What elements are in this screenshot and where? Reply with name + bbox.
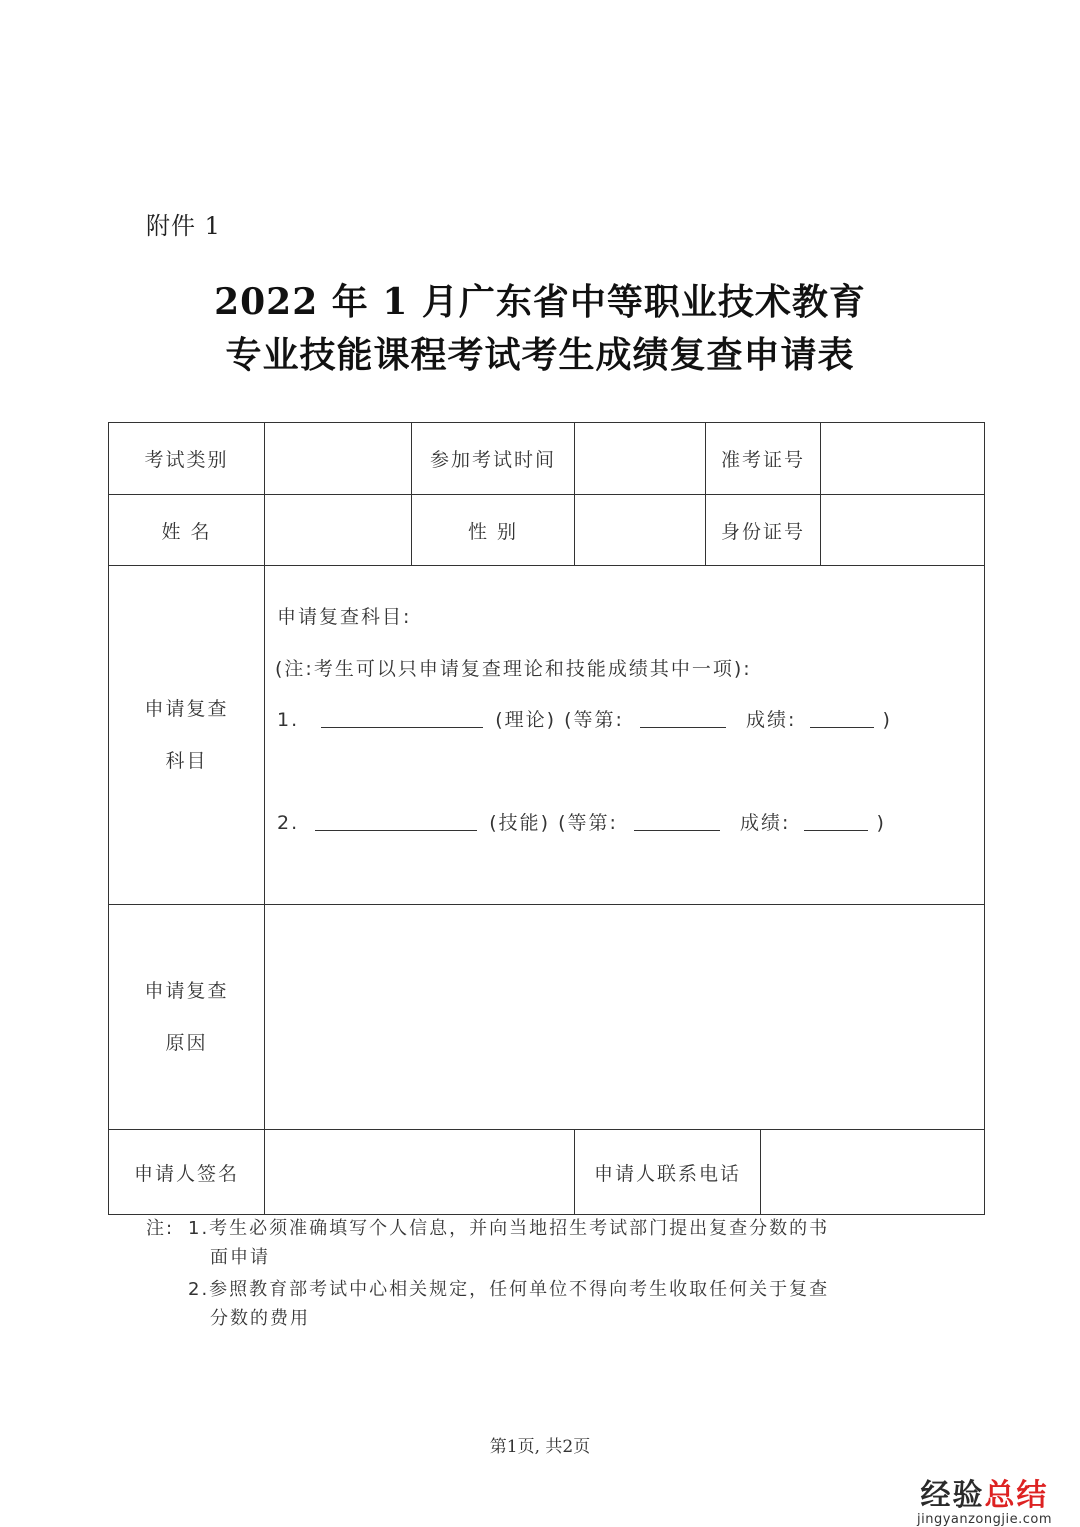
reason-label-line2: 原因 — [165, 1032, 208, 1054]
item2-close: ) — [876, 812, 886, 834]
note-1-line2: 面申请 — [210, 1247, 270, 1268]
name-label: 姓 名 — [109, 495, 265, 566]
theory-subject-blank[interactable] — [321, 707, 483, 728]
item2-number: 2. — [277, 812, 300, 834]
phone-field[interactable] — [761, 1130, 985, 1215]
reason-label — [109, 905, 265, 1130]
page-title-line2: 专业技能课程考试考生成绩复查申请表 — [225, 334, 855, 376]
item2-type: (技能) — [489, 812, 551, 834]
item1-score-label: 成绩: — [746, 709, 797, 731]
reason-label-line1: 申请复查 — [144, 980, 229, 1002]
item1-grade-label: (等第: — [564, 709, 624, 731]
subjects-note: (注:考生可以只申请复查理论和技能成绩其中一项): — [275, 658, 752, 680]
name-field[interactable] — [265, 495, 412, 566]
item2-grade-label: (等第: — [558, 812, 618, 834]
id-number-field[interactable] — [821, 495, 985, 566]
subjects-heading: 申请复查科目: — [277, 606, 412, 628]
subjects-label-line2: 科目 — [165, 750, 208, 772]
watermark-url: jingyanzongjie.com — [916, 1512, 1052, 1527]
phone-label: 申请人联系电话 — [575, 1130, 761, 1215]
signature-field[interactable] — [265, 1130, 575, 1215]
subject-item-skill — [277, 808, 886, 835]
exam-time-field[interactable] — [575, 423, 706, 495]
watermark-text-b: 总结 — [984, 1478, 1049, 1513]
note-1 — [146, 1214, 906, 1243]
gender-label: 性 别 — [412, 495, 575, 566]
subject-item-theory — [277, 705, 892, 732]
application-form — [108, 422, 985, 1215]
id-number-label: 身份证号 — [706, 495, 821, 566]
note-2-line2: 分数的费用 — [210, 1308, 310, 1329]
page-title-line1: 2022 年 1 月广东省中等职业技术教育 — [214, 281, 866, 323]
item1-type: (理论) — [495, 709, 557, 731]
note-1-line1: 1.考生必须准确填写个人信息，并向当地招生考试部门提出复查分数的书 — [188, 1218, 830, 1239]
attachment-label: 附件 1 — [146, 212, 221, 240]
ticket-number-field[interactable] — [821, 423, 985, 495]
signature-label: 申请人签名 — [109, 1130, 265, 1215]
skill-score-blank[interactable] — [804, 810, 868, 831]
exam-type-label: 考试类别 — [109, 423, 265, 495]
gender-field[interactable] — [575, 495, 706, 566]
subjects-label-line1: 申请复查 — [144, 698, 229, 720]
exam-time-label: 参加考试时间 — [412, 423, 575, 495]
item1-number: 1. — [277, 709, 300, 731]
item1-close: ) — [882, 709, 892, 731]
item2-score-label: 成绩: — [740, 812, 791, 834]
subjects-content — [265, 566, 985, 905]
watermark-logo — [917, 1480, 1052, 1512]
ticket-number-label: 准考证号 — [706, 423, 821, 495]
watermark-text-a: 经验 — [920, 1478, 985, 1513]
subjects-label — [109, 566, 265, 905]
watermark — [917, 1480, 1052, 1527]
page-number: 第1页, 共2页 — [489, 1437, 591, 1457]
exam-type-field[interactable] — [265, 423, 412, 495]
reason-field[interactable] — [265, 905, 985, 1130]
skill-subject-blank[interactable] — [315, 810, 477, 831]
note-2-line1: 2.参照教育部考试中心相关规定，任何单位不得向考生收取任何关于复查 — [188, 1279, 830, 1300]
theory-grade-blank[interactable] — [640, 707, 726, 728]
theory-score-blank[interactable] — [810, 707, 874, 728]
notes-prefix: 注: — [146, 1218, 175, 1239]
notes-section — [146, 1214, 906, 1333]
skill-grade-blank[interactable] — [634, 810, 720, 831]
